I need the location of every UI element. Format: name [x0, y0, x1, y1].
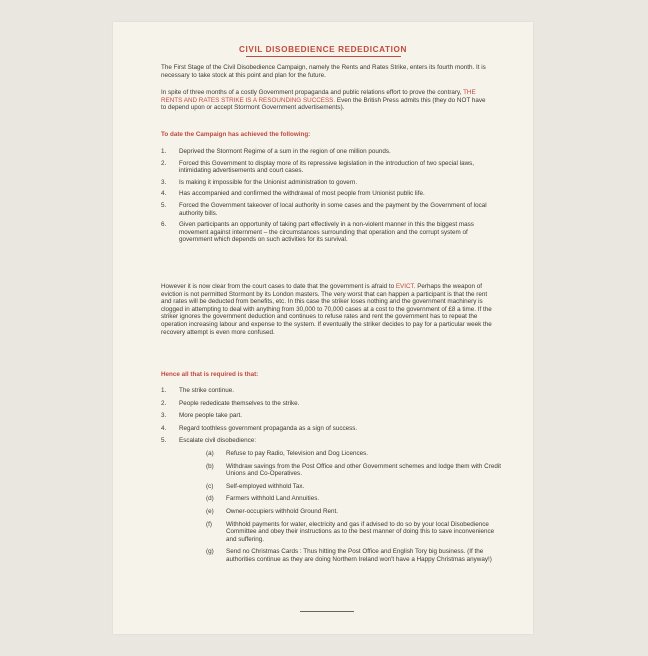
list-item-text: Withhold payments for water, electricity and gas if advised to do so by your local Disobedience Committee and obey their instructions as to the best manner of doing this to save inconvenience and suffering.: [226, 520, 495, 543]
eviction-text-b: Perhaps the weapon of eviction is not permitted Stormont by its London masters. The very worst that can happen a participant is that the rent and rates will be deducted from benefits, etc. In this case the striker loses nothing and the government machinery is clogged in attempting to deal with anything from 30,000 to 70,000 cases at a cost to the government of £8 a time. If the striker ignores the government deduction and continues to refuse rates and rent the government has to repeat the operation increasing labour and expense to the system. If eventually the striker decides to pay for a particular week the recovery attempt is even more confused.: [161, 283, 492, 336]
list-item: [206, 450, 506, 458]
list-item-text: Forced this Government to display more of its repressive legislation in the introduction of two special laws, intimidating advertisements and court cases.: [179, 159, 475, 175]
list-item-number: 5.: [161, 201, 167, 209]
list-item-number: 5.: [161, 437, 167, 445]
list-item: [206, 495, 506, 503]
list-item: [161, 148, 501, 156]
required-heading: Hence all that is required is that:: [161, 371, 259, 378]
list-item-number: 2.: [161, 159, 167, 167]
list-item-text: People rededicate themselves to the strike.: [179, 399, 300, 407]
list-item-text: Deprived the Stormont Regime of a sum in the region of one million pounds.: [179, 148, 391, 155]
intro-paragraph-1: The First Stage of the Civil Disobedience Campaign, namely the Rents and Rates Strike, enters its fourth month. It is necessary to take stock at this point and plan for the future.: [161, 64, 486, 79]
achievements-list: [161, 148, 501, 244]
list-item: [161, 202, 501, 217]
achieved-heading: To date the Campaign has achieved the following:: [161, 131, 311, 138]
list-item: [206, 508, 506, 516]
list-item-number: 1.: [161, 148, 167, 155]
intro-paragraph-2-text-a: In spite of three months of a costly Government propaganda and public relations effort to prove the contrary,: [161, 89, 464, 96]
list-item: [206, 483, 506, 491]
list-item-letter: (a): [206, 450, 214, 457]
list-item-letter: (c): [206, 482, 214, 490]
list-item-text: Send no Christmas Cards : Thus hitting the Post Office and English Tory big business. (If the authorities continue as they are doing Northern Ireland won't have a Happy Christmas anyway!): [226, 548, 492, 563]
list-item-number: 2.: [161, 399, 167, 407]
list-item: [206, 548, 506, 563]
list-item: [206, 521, 506, 544]
list-item-text: More people take part.: [179, 412, 243, 420]
list-item-number: 3.: [161, 178, 167, 186]
list-item-text: Farmers withhold Land Annuities.: [226, 495, 320, 503]
list-item: [161, 425, 501, 433]
list-item-text: Withdraw savings from the Post Office and other Government schemes and lodge them with Credit Unions and Co-Operatives.: [226, 462, 501, 478]
title-underline: [246, 56, 401, 57]
evict-highlight: EVICT.: [395, 283, 416, 290]
list-item-number: 1.: [161, 387, 167, 394]
escalation-list: [206, 450, 506, 564]
list-item: [161, 387, 501, 395]
list-item-text: Is making it impossible for the Unionist administration to govern.: [179, 178, 358, 186]
intro-paragraph-2: [161, 89, 491, 112]
list-item: [161, 190, 501, 198]
list-item-letter: (e): [206, 507, 214, 515]
list-item-letter: (f): [206, 520, 212, 528]
list-item-number: 3.: [161, 412, 167, 420]
list-item-number: 6.: [161, 221, 167, 229]
list-item-letter: (g): [206, 548, 214, 556]
list-item-letter: (d): [206, 495, 214, 503]
document-title: CIVIL DISOBEDIENCE REDEDICATION: [239, 45, 407, 54]
list-item: [161, 400, 501, 408]
list-item-text: Given participants an opportunity of taking part effectively in a non-violent manner in this the biggest mass movement against internment – the circumstances surrounding that operation and the corrupt system of government which depends on such activities for its survival.: [179, 221, 474, 244]
list-item-text: Has accompanied and confirmed the withdrawal of most people from Unionist public life.: [179, 190, 425, 198]
list-item-text: Escalate civil disobedience:: [179, 437, 257, 445]
list-item-text: Self-employed withhold Tax.: [226, 482, 305, 490]
eviction-paragraph: [161, 283, 493, 336]
document-page: [113, 22, 533, 634]
list-item-letter: (b): [206, 462, 214, 470]
list-item-number: 4.: [161, 424, 167, 432]
list-item: [161, 437, 501, 445]
end-rule: [300, 611, 354, 612]
list-item-text: Refuse to pay Radio, Television and Dog Licences.: [226, 450, 368, 457]
list-item: [161, 221, 501, 244]
list-item-text: Owner-occupiers withhold Ground Rent.: [226, 507, 338, 515]
list-item: [161, 412, 501, 420]
list-item-text: Regard toothless government propaganda as a sign of success.: [179, 424, 358, 432]
eviction-text-a: However it is now clear from the court cases to date that the government is afraid to: [161, 283, 396, 290]
list-item: [161, 179, 501, 187]
list-item-text: The strike continue.: [179, 387, 234, 394]
intro-paragraph-2-text-b: Even the British Press admits this (they do NOT have to depend upon or accept Stormont Government advertisements).: [161, 96, 486, 112]
requirements-list: [161, 387, 501, 445]
list-item: [161, 160, 501, 175]
list-item-text: Forced the Government takeover of local authority in some cases and the payment by the Government of local authority bills.: [179, 201, 487, 217]
list-item-number: 4.: [161, 190, 167, 198]
success-highlight: THE RENTS AND RATES STRIKE IS A RESOUNDING SUCCESS.: [161, 89, 476, 104]
list-item: [206, 463, 506, 478]
